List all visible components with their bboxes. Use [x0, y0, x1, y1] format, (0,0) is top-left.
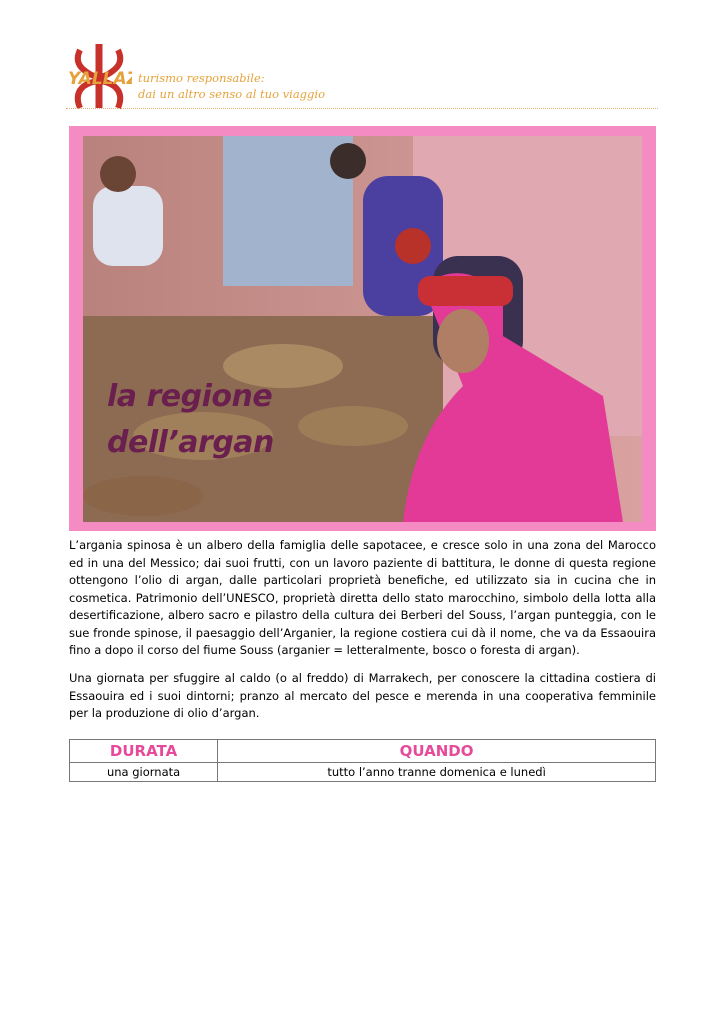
tagline-line-1: turismo responsabile:: [138, 71, 265, 85]
photo-frame: [69, 126, 656, 531]
tagline: [138, 70, 325, 102]
argan-women-photo: [83, 136, 642, 522]
tour-paragraph: Una giornata per sfuggire al caldo (o al freddo) di Marrakech, per conoscere la cittadina costiera di Essaouira ed i suoi dintorni; pranzo al mercato del pesce e merenda in una cooperativa femminile per la produzione di olio d’argan.: [69, 671, 656, 720]
tour-info-table: [69, 739, 656, 782]
photo-title: la regione dell’argan: [107, 379, 274, 460]
when-header: QUANDO: [218, 740, 656, 763]
header-divider: [66, 108, 658, 109]
yallaz-logo: [66, 40, 132, 112]
when-value: tutto l’anno tranne domenica e lunedì: [218, 763, 656, 782]
svg-text:YALLAZ: YALLAZ: [68, 69, 132, 89]
intro-paragraph: L’argania spinosa è un albero della famiglia delle sapotacee, e cresce solo in una zona del Marocco ed in una del Messico; dai suoi frutti, con un lavoro paziente di battitura, le donne di questa regione ottengono l’olio di argan, dalle particolari proprietà benefiche, ed utilizzato sia in cucina che in cosmetica. Patrimonio dell’UNESCO, proprietà diretta dello stato marocchino, simbolo della lotta alla desertificazione, albero sacro e pilastro della cultura dei Berberi del Souss, l’argan punteggia, con le sue fronde spinose, il paesaggio dell’Arganier, la regione costiera cui dà il nome, che va da Essaouira fino a dopo il corso del fiume Souss (arganier = letteralmente, bosco o foresta di argan).: [69, 538, 656, 657]
duration-header: DURATA: [70, 740, 218, 763]
page-header: [66, 40, 658, 110]
tagline-line-2: dai un altro senso al tuo viaggio: [138, 87, 325, 101]
duration-value: una giornata: [70, 763, 218, 782]
